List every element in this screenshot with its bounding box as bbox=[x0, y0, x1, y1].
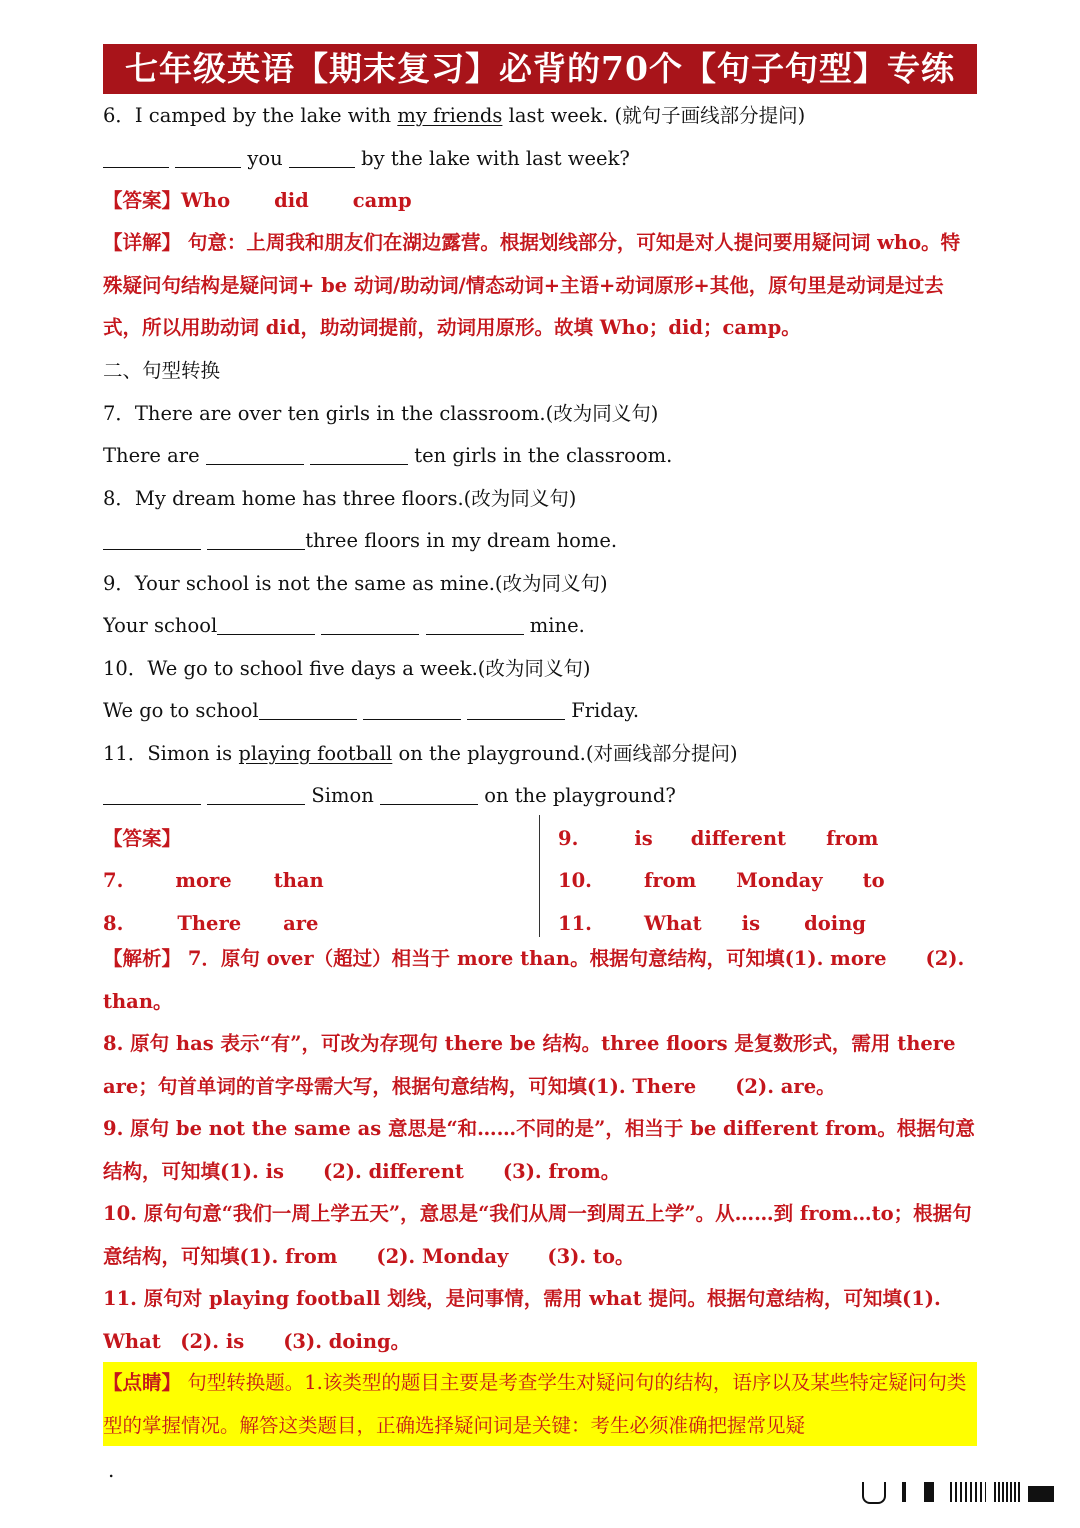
blank[interactable] bbox=[310, 444, 408, 465]
blank[interactable] bbox=[103, 529, 201, 550]
analysis-7: 【解析】 7．原句 over（超过）相当于 more than。根据句意结构，可知填(1). more (2). than。 bbox=[103, 947, 965, 1013]
analysis-9: 9. 原句 be not the same as 意思是“和……不同的是”，相当于 be different from。根据句意结构，可知填(1). is (2). different (3). from。 bbox=[103, 1117, 975, 1183]
question-9: 9．Your school is not the same as mine.(改为同义句) bbox=[103, 572, 608, 595]
question-6-blanks: you by the lake with last week? bbox=[103, 145, 977, 173]
section-heading: 二、句型转换 bbox=[103, 359, 221, 382]
question-9-blanks: Your school mine. bbox=[103, 614, 585, 637]
question-6-answer: 【答案】Who did camp bbox=[103, 189, 412, 212]
blank[interactable] bbox=[206, 444, 304, 465]
answer-7: 7. more than bbox=[103, 869, 324, 892]
question-8-blanks: three floors in my dream home. bbox=[103, 527, 977, 555]
footer-dot: . bbox=[108, 1458, 115, 1482]
question-11-blanks: Simon on the playground? bbox=[103, 782, 977, 810]
answer-9: 9. is different from bbox=[558, 827, 879, 850]
question-8: 8．My dream home has three floors.(改为同义句) bbox=[103, 487, 577, 510]
blank[interactable] bbox=[289, 147, 355, 168]
blank[interactable] bbox=[363, 699, 461, 720]
page-title-banner: 七年级英语【期末复习】必背的70个【句子句型】专练 bbox=[103, 44, 977, 94]
blank[interactable] bbox=[321, 614, 419, 635]
blank[interactable] bbox=[207, 784, 305, 805]
question-10-blanks: We go to school Friday. bbox=[103, 699, 640, 722]
answer-11: 11. What is doing bbox=[558, 912, 866, 935]
blank[interactable] bbox=[380, 784, 478, 805]
question-11: 11．Simon is playing football on the playground.(对画线部分提问) bbox=[103, 742, 738, 765]
analysis-10: 10. 原句句意“我们一周上学五天”，意思是“我们从周一到周五上学”。从……到 from…to；根据句意结构，可知填(1). from (2). Monday (3). to。 bbox=[103, 1202, 972, 1268]
scroll-indicator-icon bbox=[862, 1482, 1058, 1504]
tip-text: 【点睛】 句型转换题。1.该类型的题目主要是考查学生对疑问句的结构，语序以及某些特定疑问句类型的掌握情况。解答这类题目，正确选择疑问词是关键：考生必须准确把握常见疑 bbox=[103, 1371, 967, 1437]
blank[interactable] bbox=[259, 699, 357, 720]
answer-10: 10. from Monday to bbox=[558, 869, 885, 892]
question-10: 10．We go to school five days a week.(改为同义句) bbox=[103, 657, 591, 680]
analysis-11: 11. 原句对 playing football 划线，是问事情，需用 what 提问。根据句意结构，可知填(1). What (2). is (3). doing。 bbox=[103, 1287, 941, 1353]
answer-8: 8. There are bbox=[103, 912, 319, 935]
blank[interactable] bbox=[426, 614, 524, 635]
question-7-blanks: There are ten girls in the classroom. bbox=[103, 444, 673, 467]
question-6: 6．I camped by the lake with my friends last week. (就句子画线部分提问) bbox=[103, 104, 806, 127]
answers-label: 【答案】 bbox=[103, 827, 182, 850]
blank[interactable] bbox=[175, 147, 241, 168]
blank[interactable] bbox=[103, 147, 169, 168]
question-7: 7．There are over ten girls in the classroom.(改为同义句) bbox=[103, 402, 659, 425]
answer-divider bbox=[539, 815, 540, 937]
blank[interactable] bbox=[217, 614, 315, 635]
blank[interactable] bbox=[207, 529, 305, 550]
blank[interactable] bbox=[467, 699, 565, 720]
blank[interactable] bbox=[103, 784, 201, 805]
analysis-8: 8. 原句 has 表示“有”，可改为存现句 there be 结构。three floors 是复数形式，需用 there are；句首单词的首字母需大写，根据句意结构，可知填(1). There (2). are。 bbox=[103, 1032, 956, 1098]
question-6-explanation: 【详解】 句意：上周我和朋友们在湖边露营。根据划线部分，可知是对人提问要用疑问词 who。特殊疑问句结构是疑问词+ be 动词/助动词/情态动词+主语+动词原形+其他，原句里是动词是过去式，所以用助动词 did，助动词提前，动词用原形。故填 Who；did；camp。 bbox=[103, 231, 961, 339]
